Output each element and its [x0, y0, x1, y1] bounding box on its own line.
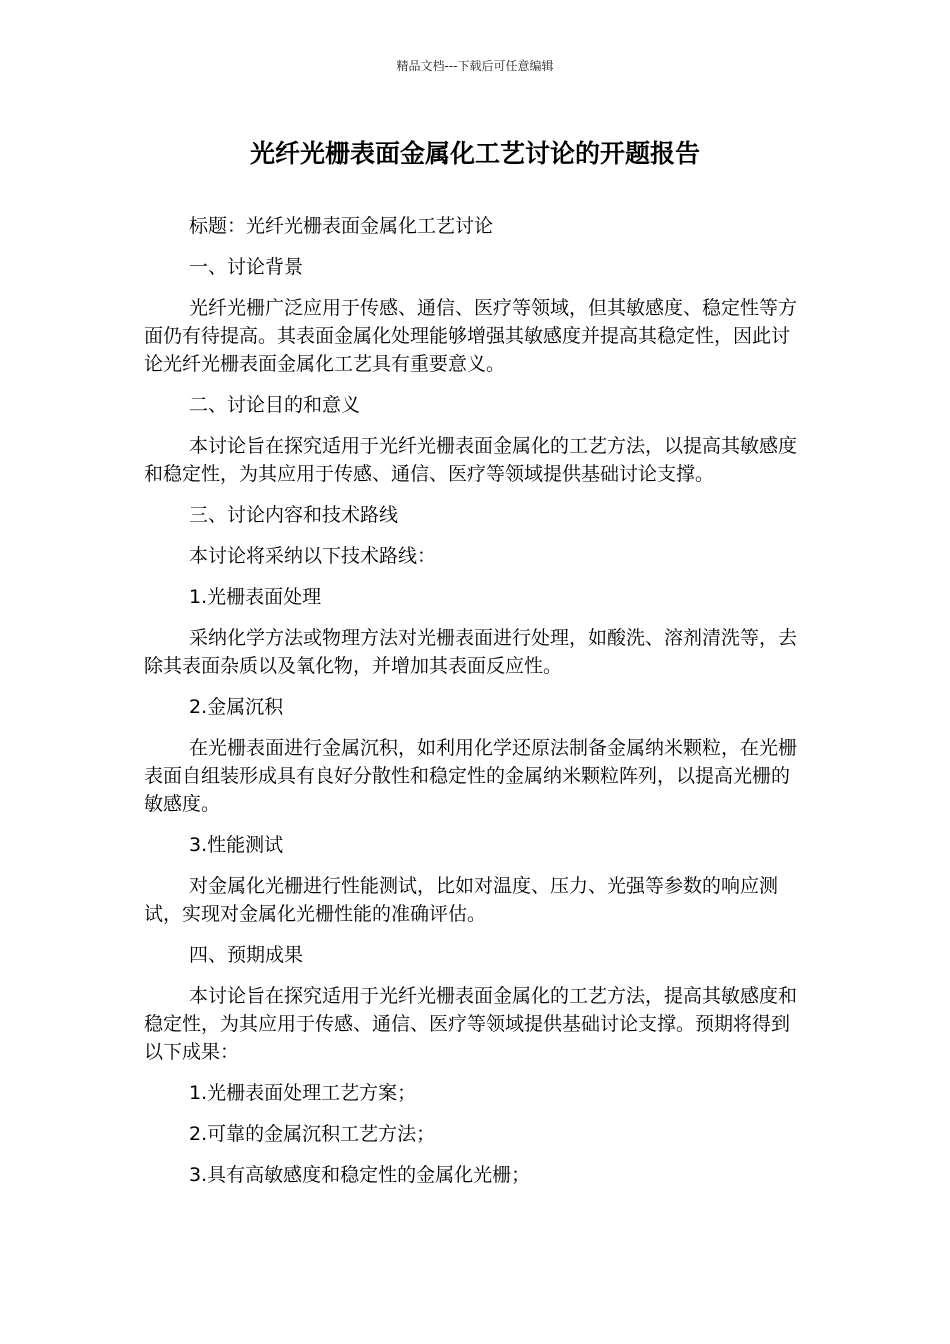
result-item-3: 3.具有高敏感度和稳定性的金属化光栅；: [189, 1164, 531, 1186]
section-heading-background: 一、讨论背景: [189, 256, 304, 278]
header-note: 精品文档---下载后可任意编辑: [396, 59, 554, 73]
result-item-2: 2.可靠的金属沉积工艺方法；: [189, 1123, 436, 1145]
paragraph-purpose: 本讨论旨在探究适用于光纤光栅表面金属化的工艺方法，以提高其敏感度和稳定性，为其应用于传感、通信、医疗等领域提供基础讨论支撑。: [144, 435, 798, 485]
paragraph-results: 本讨论旨在探究适用于光纤光栅表面金属化的工艺方法，提高其敏感度和稳定性，为其应用于传感、通信、医疗等领域提供基础讨论支撑。预期将得到以下成果：: [144, 985, 798, 1063]
section-heading-results: 四、预期成果: [189, 944, 304, 966]
paragraph-route-intro: 本讨论将采纳以下技术路线：: [189, 545, 437, 567]
paragraph-background: 光纤光栅广泛应用于传感、通信、医疗等领域，但其敏感度、稳定性等方面仍有待提高。其表面金属化处理能够增强其敏感度并提高其稳定性，因此讨论光纤光栅表面金属化工艺具有重要意义。: [144, 297, 798, 375]
paragraph-performance-test: 对金属化光栅进行性能测试，比如对温度、压力、光强等参数的响应测试，实现对金属化光栅性能的准确评估。: [144, 875, 779, 925]
subject-line: 标题：光纤光栅表面金属化工艺讨论: [189, 215, 494, 237]
paragraph-metal-deposition: 在光栅表面进行金属沉积，如利用化学还原法制备金属纳米颗粒，在光栅表面自组装形成具有良好分散性和稳定性的金属纳米颗粒阵列，以提高光栅的敏感度。: [144, 737, 798, 815]
item-heading-metal-deposition: 2.金属沉积: [189, 696, 284, 718]
item-heading-performance-test: 3.性能测试: [189, 834, 284, 856]
section-heading-content: 三、讨论内容和技术路线: [189, 504, 399, 526]
document-title: 光纤光栅表面金属化工艺讨论的开题报告: [249, 139, 700, 168]
item-heading-surface-treatment: 1.光栅表面处理: [189, 586, 322, 608]
document-body: [144, 212, 808, 1189]
result-item-1: 1.光栅表面处理工艺方案；: [189, 1082, 417, 1104]
section-heading-purpose: 二、讨论目的和意义: [189, 394, 361, 416]
paragraph-surface-treatment: 采纳化学方法或物理方法对光栅表面进行处理，如酸洗、溶剂清洗等，去除其表面杂质以及氧化物，并增加其表面反应性。: [144, 627, 798, 677]
